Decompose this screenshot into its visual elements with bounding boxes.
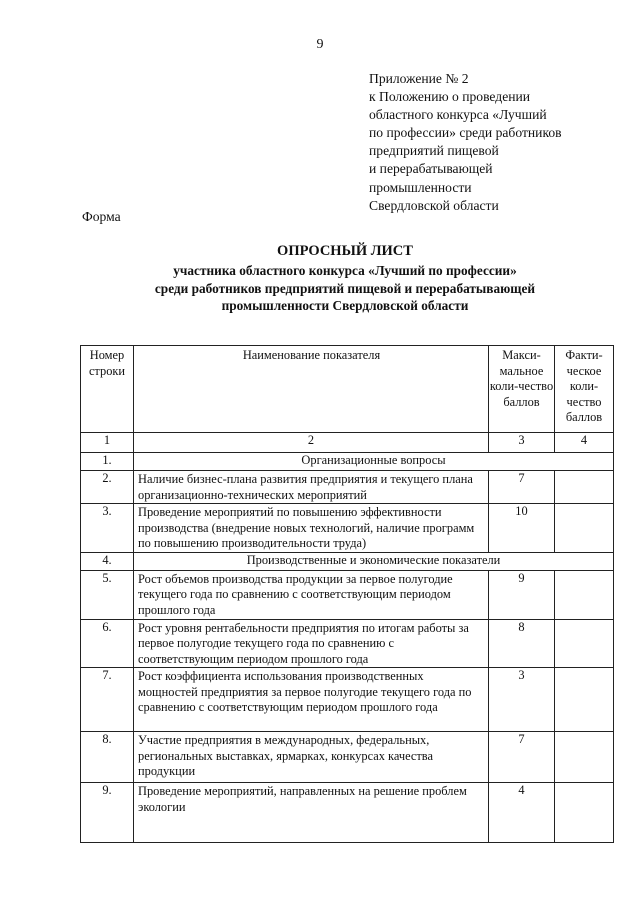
row-number: 3. bbox=[81, 504, 134, 553]
table-row bbox=[81, 552, 614, 570]
index-cell: 2 bbox=[134, 433, 489, 453]
appendix-line: промышленности bbox=[369, 179, 472, 195]
row-max-points: 7 bbox=[489, 471, 555, 504]
row-number: 7. bbox=[81, 668, 134, 732]
table-row bbox=[81, 504, 614, 553]
subtitle-line: участника областного конкурса «Лучший по профессии» bbox=[173, 263, 517, 278]
row-number: 4. bbox=[81, 552, 134, 570]
row-actual-points[interactable] bbox=[555, 504, 614, 553]
row-actual-points[interactable] bbox=[555, 732, 614, 783]
row-max-points: 8 bbox=[489, 619, 555, 668]
section-title: Производственные и экономические показатели bbox=[134, 552, 614, 570]
page-number: 9 bbox=[316, 37, 324, 52]
appendix-line: по профессии» среди работников bbox=[369, 125, 562, 141]
index-cell: 4 bbox=[555, 433, 614, 453]
table-row bbox=[81, 783, 614, 843]
subtitle-line: промышленности Свердловской области bbox=[221, 298, 469, 313]
index-cell: 3 bbox=[489, 433, 555, 453]
row-name: Проведение мероприятий, направленных на решение проблем экологии bbox=[134, 783, 489, 843]
row-number: 2. bbox=[81, 471, 134, 504]
row-max-points: 3 bbox=[489, 668, 555, 732]
row-name: Рост коэффициента использования производственных мощностей предприятия за первое полугодие текущего года по сравнению с соответствующим периодом прошлого года bbox=[134, 668, 489, 732]
subtitle-line: среди работников предприятий пищевой и перерабатывающей bbox=[154, 280, 536, 296]
row-actual-points[interactable] bbox=[555, 619, 614, 668]
table-index-row bbox=[81, 433, 614, 453]
table-header-row bbox=[81, 346, 614, 433]
appendix-line: к Положению о проведении bbox=[369, 89, 531, 105]
document-title: ОПРОСНЫЙ ЛИСТ bbox=[277, 243, 413, 259]
appendix-line: Приложение № 2 bbox=[369, 71, 469, 86]
header-max: Макси-мальное коли-чество баллов bbox=[489, 346, 555, 433]
row-max-points: 7 bbox=[489, 732, 555, 783]
row-number: 5. bbox=[81, 570, 134, 619]
row-number: 9. bbox=[81, 783, 134, 843]
row-number: 6. bbox=[81, 619, 134, 668]
section-title: Организационные вопросы bbox=[134, 453, 614, 471]
row-name: Рост уровня рентабельности предприятия по итогам работы за первое полугодие текущего года по сравнению с соответствующим периодом прошлого года bbox=[134, 619, 489, 668]
table-row bbox=[81, 471, 614, 504]
header-name: Наименование показателя bbox=[134, 346, 489, 433]
row-actual-points[interactable] bbox=[555, 570, 614, 619]
row-max-points: 10 bbox=[489, 504, 555, 553]
row-actual-points[interactable] bbox=[555, 471, 614, 504]
document-subtitle bbox=[40, 262, 640, 315]
table-row bbox=[81, 570, 614, 619]
row-number: 8. bbox=[81, 732, 134, 783]
row-name: Наличие бизнес-плана развития предприятия и текущего плана организационно-технических мероприятий bbox=[134, 471, 489, 504]
index-cell: 1 bbox=[81, 433, 134, 453]
table-row bbox=[81, 668, 614, 732]
table-row bbox=[81, 732, 614, 783]
header-actual: Факти-ческое коли-чество баллов bbox=[555, 346, 614, 433]
row-actual-points[interactable] bbox=[555, 668, 614, 732]
row-name: Проведение мероприятий по повышению эффективности производства (внедрение новых технологий, наличие программ по повышению производительности труда) bbox=[134, 504, 489, 553]
row-name: Участие предприятия в международных, федеральных, региональных выставках, ярмарках, конкурсах качества продукции bbox=[134, 732, 489, 783]
survey-table bbox=[80, 345, 614, 843]
form-label: Форма bbox=[82, 209, 121, 224]
header-number: Номер строки bbox=[81, 346, 134, 433]
appendix-line: Свердловской области bbox=[369, 197, 499, 213]
appendix-line: областного конкурса «Лучший bbox=[369, 107, 547, 123]
row-number: 1. bbox=[81, 453, 134, 471]
row-max-points: 4 bbox=[489, 783, 555, 843]
appendix-line: и перерабатывающей bbox=[369, 161, 493, 177]
table-row bbox=[81, 453, 614, 471]
appendix-block bbox=[369, 70, 619, 215]
row-actual-points[interactable] bbox=[555, 783, 614, 843]
row-max-points: 9 bbox=[489, 570, 555, 619]
table-row bbox=[81, 619, 614, 668]
appendix-line: предприятий пищевой bbox=[369, 143, 499, 159]
row-name: Рост объемов производства продукции за первое полугодие текущего года по сравнению с соответствующим периодом прошлого года bbox=[134, 570, 489, 619]
